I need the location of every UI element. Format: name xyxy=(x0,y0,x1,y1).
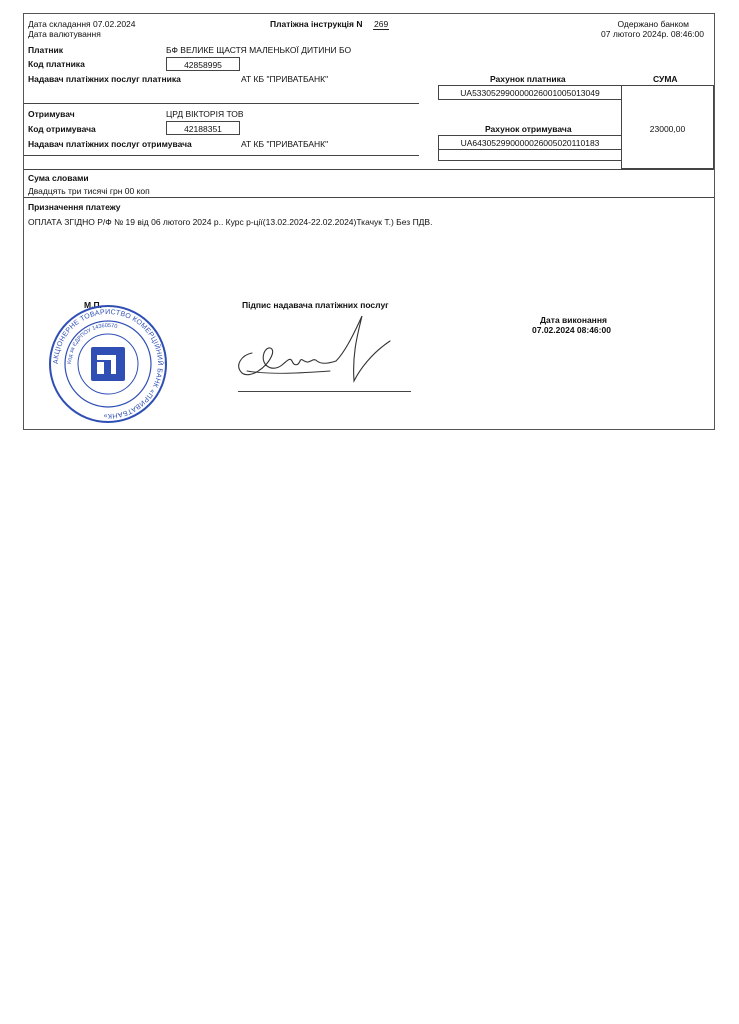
document-title: Платіжна інструкція N xyxy=(270,19,363,29)
seal-label: М.П. xyxy=(84,300,102,310)
recipient-provider-label: Надавач платіжних послуг отримувача xyxy=(28,139,192,149)
payer-provider: АТ КБ "ПРИВАТБАНК" xyxy=(241,74,329,84)
purpose-value: ОПЛАТА ЗГІДНО Р/Ф № 19 від 06 лютого 2024 р.. Курс р-ції(13.02.2024-22.02.2024)Ткачук Т.) Без ПДВ. xyxy=(28,217,433,227)
amount-words-label: Сума словами xyxy=(28,173,89,183)
recipient-account-label: Рахунок отримувача xyxy=(485,124,572,134)
payer-name: БФ ВЕЛИКЕ ЩАСТЯ МАЛЕНЬКОЇ ДИТИНИ БО xyxy=(166,45,352,55)
received-by-bank-label: Одержано банком xyxy=(617,19,689,29)
recipient-code-field: 42188351 xyxy=(166,121,240,135)
signature-label: Підпис надавача платіжних послуг xyxy=(242,300,389,310)
execution-date-label: Дата виконання xyxy=(540,315,607,325)
stamp-inner-text: Код за ЄДРПОУ 14360570 xyxy=(66,322,118,365)
stamp-outer-text: АКЦІОНЕРНЕ ТОВАРИСТВО КОМЕРЦІЙНИЙ БАНК «ПРИВАТБАНК» xyxy=(52,308,164,420)
amount-divider xyxy=(24,197,714,198)
sum-label: СУМА xyxy=(653,74,678,84)
bank-stamp-seal xyxy=(47,303,169,425)
document-number: 269 xyxy=(374,19,389,29)
payer-code-label: Код платника xyxy=(28,59,85,69)
recipient-divider xyxy=(24,155,419,156)
payer-provider-label: Надавач платіжних послуг платника xyxy=(28,74,181,84)
section-divider xyxy=(24,169,714,170)
recipient-name: ЦРД ВІКТОРІЯ ТОВ xyxy=(166,109,244,119)
recipient-account-field: UA643052990000026005020110183 xyxy=(438,135,622,150)
payer-account-spacer xyxy=(438,99,622,100)
signature-line xyxy=(238,391,411,392)
payer-code-field: 42858995 xyxy=(166,57,240,71)
recipient-provider: АТ КБ "ПРИВАТБАНК" xyxy=(241,139,329,149)
privatbank-logo-icon xyxy=(91,347,125,381)
recipient-account-extra-field xyxy=(438,149,622,161)
execution-datetime: 07.02.2024 08:46:00 xyxy=(532,325,611,335)
date-composed: Дата складання 07.02.2024 xyxy=(28,19,136,29)
payer-account-label: Рахунок платника xyxy=(490,74,566,84)
payer-account-field: UA533052990000026001005013049 xyxy=(438,85,622,100)
received-datetime: 07 лютого 2024р. 08:46:00 xyxy=(601,29,704,39)
recipient-label: Отримувач xyxy=(28,109,75,119)
sum-field: 23000,00 xyxy=(621,85,714,169)
recipient-code-label: Код отримувача xyxy=(28,124,96,134)
value-date: Дата валютування xyxy=(28,29,101,39)
amount-words-value: Двадцять три тисячі грн 00 коп xyxy=(28,186,150,196)
payer-divider xyxy=(24,103,419,104)
payer-label: Платник xyxy=(28,45,64,55)
purpose-label: Призначення платежу xyxy=(28,202,121,212)
handwritten-signature xyxy=(212,313,397,385)
